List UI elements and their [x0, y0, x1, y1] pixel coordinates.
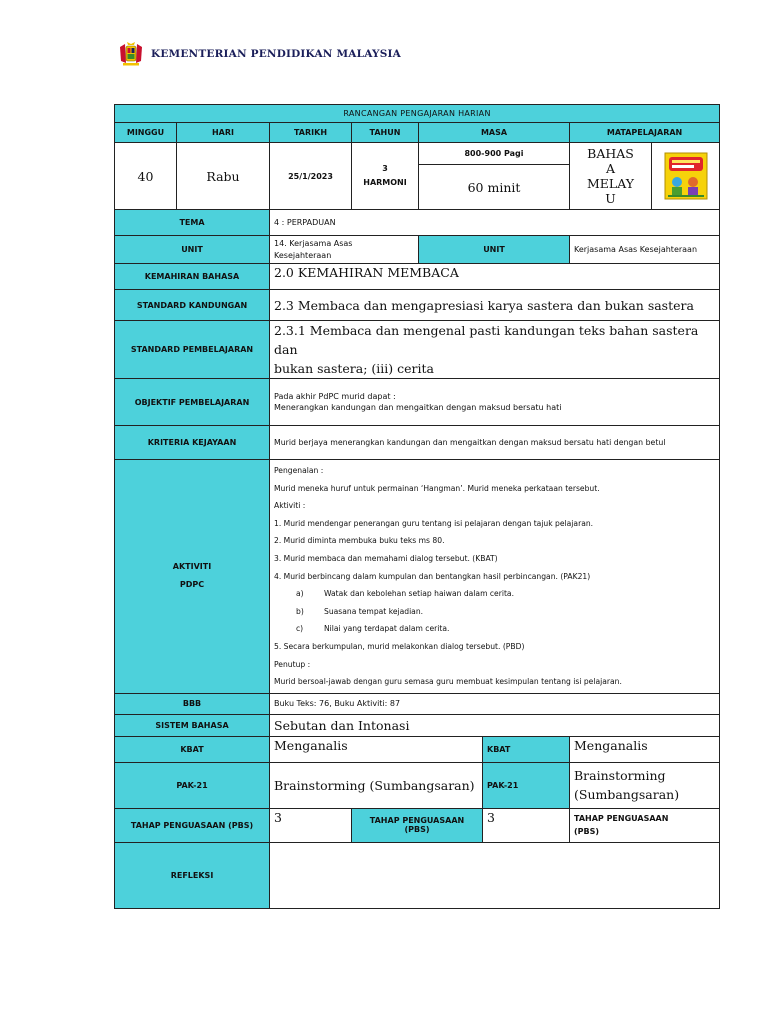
value-tahap-3 — [570, 808, 720, 842]
aktiviti-subitem — [274, 603, 715, 621]
value-pak21-2 — [570, 762, 720, 808]
label-tahap: TAHAP PENGUASAAN (PBS) — [115, 808, 270, 842]
ministry-name: KEMENTERIAN PENDIDIKAN MALAYSIA — [151, 48, 401, 60]
aktiviti-line: Pengenalan : — [274, 466, 324, 475]
label-bbb: BBB — [115, 693, 270, 714]
value-sistem-bahasa: Sebutan dan Intonasi — [270, 714, 720, 736]
column-header-row — [115, 123, 720, 143]
label-standard-pembelajaran: STANDARD PEMBELAJARAN — [115, 321, 270, 379]
subject-line: BAHAS — [587, 146, 634, 161]
row-tahap — [115, 808, 720, 842]
row-refleksi — [115, 842, 720, 908]
malaysia-crest-icon — [116, 41, 146, 67]
aktiviti-label: AKTIVITI — [172, 562, 212, 572]
row-kriteria — [115, 426, 720, 460]
row-standard-kandungan — [115, 290, 720, 321]
value-tahap-1: 3 — [270, 808, 352, 842]
subitem-text: Watak dan kebolehan setiap haiwan dalam cerita. — [324, 589, 514, 599]
row-pak21 — [115, 762, 720, 808]
value-aktiviti — [270, 460, 720, 694]
minggu-value: 40 — [115, 143, 177, 210]
aktiviti-line: Aktiviti : — [274, 501, 306, 511]
col-tarikh: TARIKH — [270, 123, 352, 143]
col-masa: MASA — [419, 123, 570, 143]
objektif-line: Menerangkan kandungan dan mengaitkan dengan maksud bersatu hati — [274, 403, 562, 412]
sp-line: 2.3.1 Membaca dan mengenal pasti kandungan teks bahan sastera dan — [274, 323, 699, 357]
label-standard-kandungan: STANDARD KANDUNGAN — [115, 290, 270, 321]
subject-line: U — [605, 191, 616, 206]
aktiviti-line: 3. Murid membaca dan memahami dialog tersebut. (KBAT) — [274, 553, 498, 563]
row-unit — [115, 236, 720, 264]
subject-value — [570, 143, 652, 210]
pak21-line: Brainstorming — [574, 768, 666, 784]
plan-title: RANCANGAN PENGAJARAN HARIAN — [115, 105, 720, 123]
label-pak21-2: PAK-21 — [483, 762, 570, 808]
textbook-cover-cell — [652, 143, 720, 210]
label-sistem-bahasa: SISTEM BAHASA — [115, 714, 270, 736]
label-kbat: KBAT — [115, 736, 270, 762]
subject-line: MELAY — [587, 176, 634, 191]
tahun-number: 3 — [382, 164, 388, 173]
col-tahun: TAHUN — [352, 123, 419, 143]
value-unit-1 — [270, 236, 419, 264]
aktiviti-line: 5. Secara berkumpulan, murid melakonkan dialog tersebut. (PBD) — [274, 641, 525, 651]
lesson-plan-table — [114, 104, 720, 909]
value-kriteria: Murid berjaya menerangkan kandungan dan mengaitkan dengan maksud bersatu hati dengan betul — [270, 426, 720, 460]
tahun-class: HARMONI — [363, 178, 407, 187]
aktiviti-line: 2. Murid diminta membuka buku teks ms 80. — [274, 536, 445, 546]
aktiviti-subitem — [274, 585, 715, 603]
value-kemahiran: 2.0 KEMAHIRAN MEMBACA — [270, 264, 720, 290]
subitem-letter: b) — [296, 606, 304, 616]
pak21-line: (Sumbangsaran) — [574, 787, 680, 803]
label-unit-2: UNIT — [419, 236, 570, 264]
value-pak21-1: Brainstorming (Sumbangsaran) — [270, 762, 483, 808]
subitem-letter: c) — [296, 624, 304, 634]
row-kemahiran — [115, 264, 720, 290]
masa-duration: 60 minit — [419, 165, 570, 210]
aktiviti-line: 4. Murid berbincang dalam kumpulan dan bentangkan hasil perbincangan. (PAK21) — [274, 571, 591, 581]
value-objektif — [270, 379, 720, 426]
row-sistem-bahasa — [115, 714, 720, 736]
col-matapelajaran: MATAPELAJARAN — [570, 123, 720, 143]
value-kbat-2: Menganalis — [570, 736, 720, 762]
tahap-3-line: TAHAP PENGUASAAN — [574, 814, 669, 824]
row-standard-pembelajaran — [115, 321, 720, 379]
info-row-1 — [115, 143, 720, 165]
col-hari: HARI — [177, 123, 270, 143]
unit-1-line: Kesejahteraan — [274, 250, 332, 260]
title-row — [115, 105, 720, 123]
row-kbat — [115, 736, 720, 762]
value-tahap-2: 3 — [483, 808, 570, 842]
label-aktiviti — [115, 460, 270, 694]
aktiviti-line: Murid bersoal-jawab dengan guru semasa guru membuat kesimpulan tentang isi pelajaran. — [274, 677, 622, 687]
label-unit: UNIT — [115, 236, 270, 264]
textbook-cover-icon — [664, 152, 708, 200]
value-kbat-1: Menganalis — [270, 736, 483, 762]
sp-line: bukan sastera; (iii) cerita — [274, 361, 434, 376]
aktiviti-subitem — [274, 620, 715, 638]
value-unit-2: Kerjasama Asas Kesejahteraan — [570, 236, 720, 264]
label-kemahiran: KEMAHIRAN BAHASA — [115, 264, 270, 290]
aktiviti-line: Penutup : — [274, 659, 311, 669]
objektif-line: Pada akhir PdPC murid dapat : — [274, 391, 396, 401]
label-pak21: PAK-21 — [115, 762, 270, 808]
pdpc-label: PDPC — [179, 580, 205, 590]
aktiviti-line: 1. Murid mendengar penerangan guru tentang isi pelajaran dengan tajuk pelajaran. — [274, 518, 594, 528]
value-refleksi — [270, 842, 720, 908]
masa-time: 800-900 Pagi — [419, 143, 570, 165]
label-refleksi: REFLEKSI — [115, 842, 270, 908]
tahap-3-line: (PBS) — [574, 827, 600, 837]
tarikh-value: 25/1/2023 — [270, 143, 352, 210]
col-minggu: MINGGU — [115, 123, 177, 143]
row-tema — [115, 210, 720, 236]
label-kriteria: KRITERIA KEJAYAAN — [115, 426, 270, 460]
value-tema: 4 : PERPADUAN — [270, 210, 720, 236]
aktiviti-line: Murid meneka huruf untuk permainan ‘Hangman’. Murid meneka perkataan tersebut. — [274, 483, 600, 493]
hari-value: Rabu — [177, 143, 270, 210]
label-tahap-2: TAHAP PENGUASAAN (PBS) — [352, 808, 483, 842]
value-standard-pembelajaran — [270, 321, 720, 379]
row-bbb — [115, 693, 720, 714]
subitem-letter: a) — [296, 589, 304, 599]
label-kbat-2: KBAT — [483, 736, 570, 762]
row-aktiviti — [115, 460, 720, 694]
value-standard-kandungan: 2.3 Membaca dan mengapresiasi karya sastera dan bukan sastera — [270, 290, 720, 321]
subject-line: A — [605, 161, 616, 176]
row-objektif — [115, 379, 720, 426]
value-bbb: Buku Teks: 76, Buku Aktiviti: 87 — [270, 693, 720, 714]
ministry-header — [116, 40, 401, 68]
subitem-text: Nilai yang terdapat dalam cerita. — [324, 624, 450, 634]
tahun-value — [352, 143, 419, 210]
unit-1-line: 14. Kerjasama Asas — [274, 239, 353, 248]
subitem-text: Suasana tempat kejadian. — [324, 606, 424, 616]
label-tema: TEMA — [115, 210, 270, 236]
label-objektif: OBJEKTIF PEMBELAJARAN — [115, 379, 270, 426]
